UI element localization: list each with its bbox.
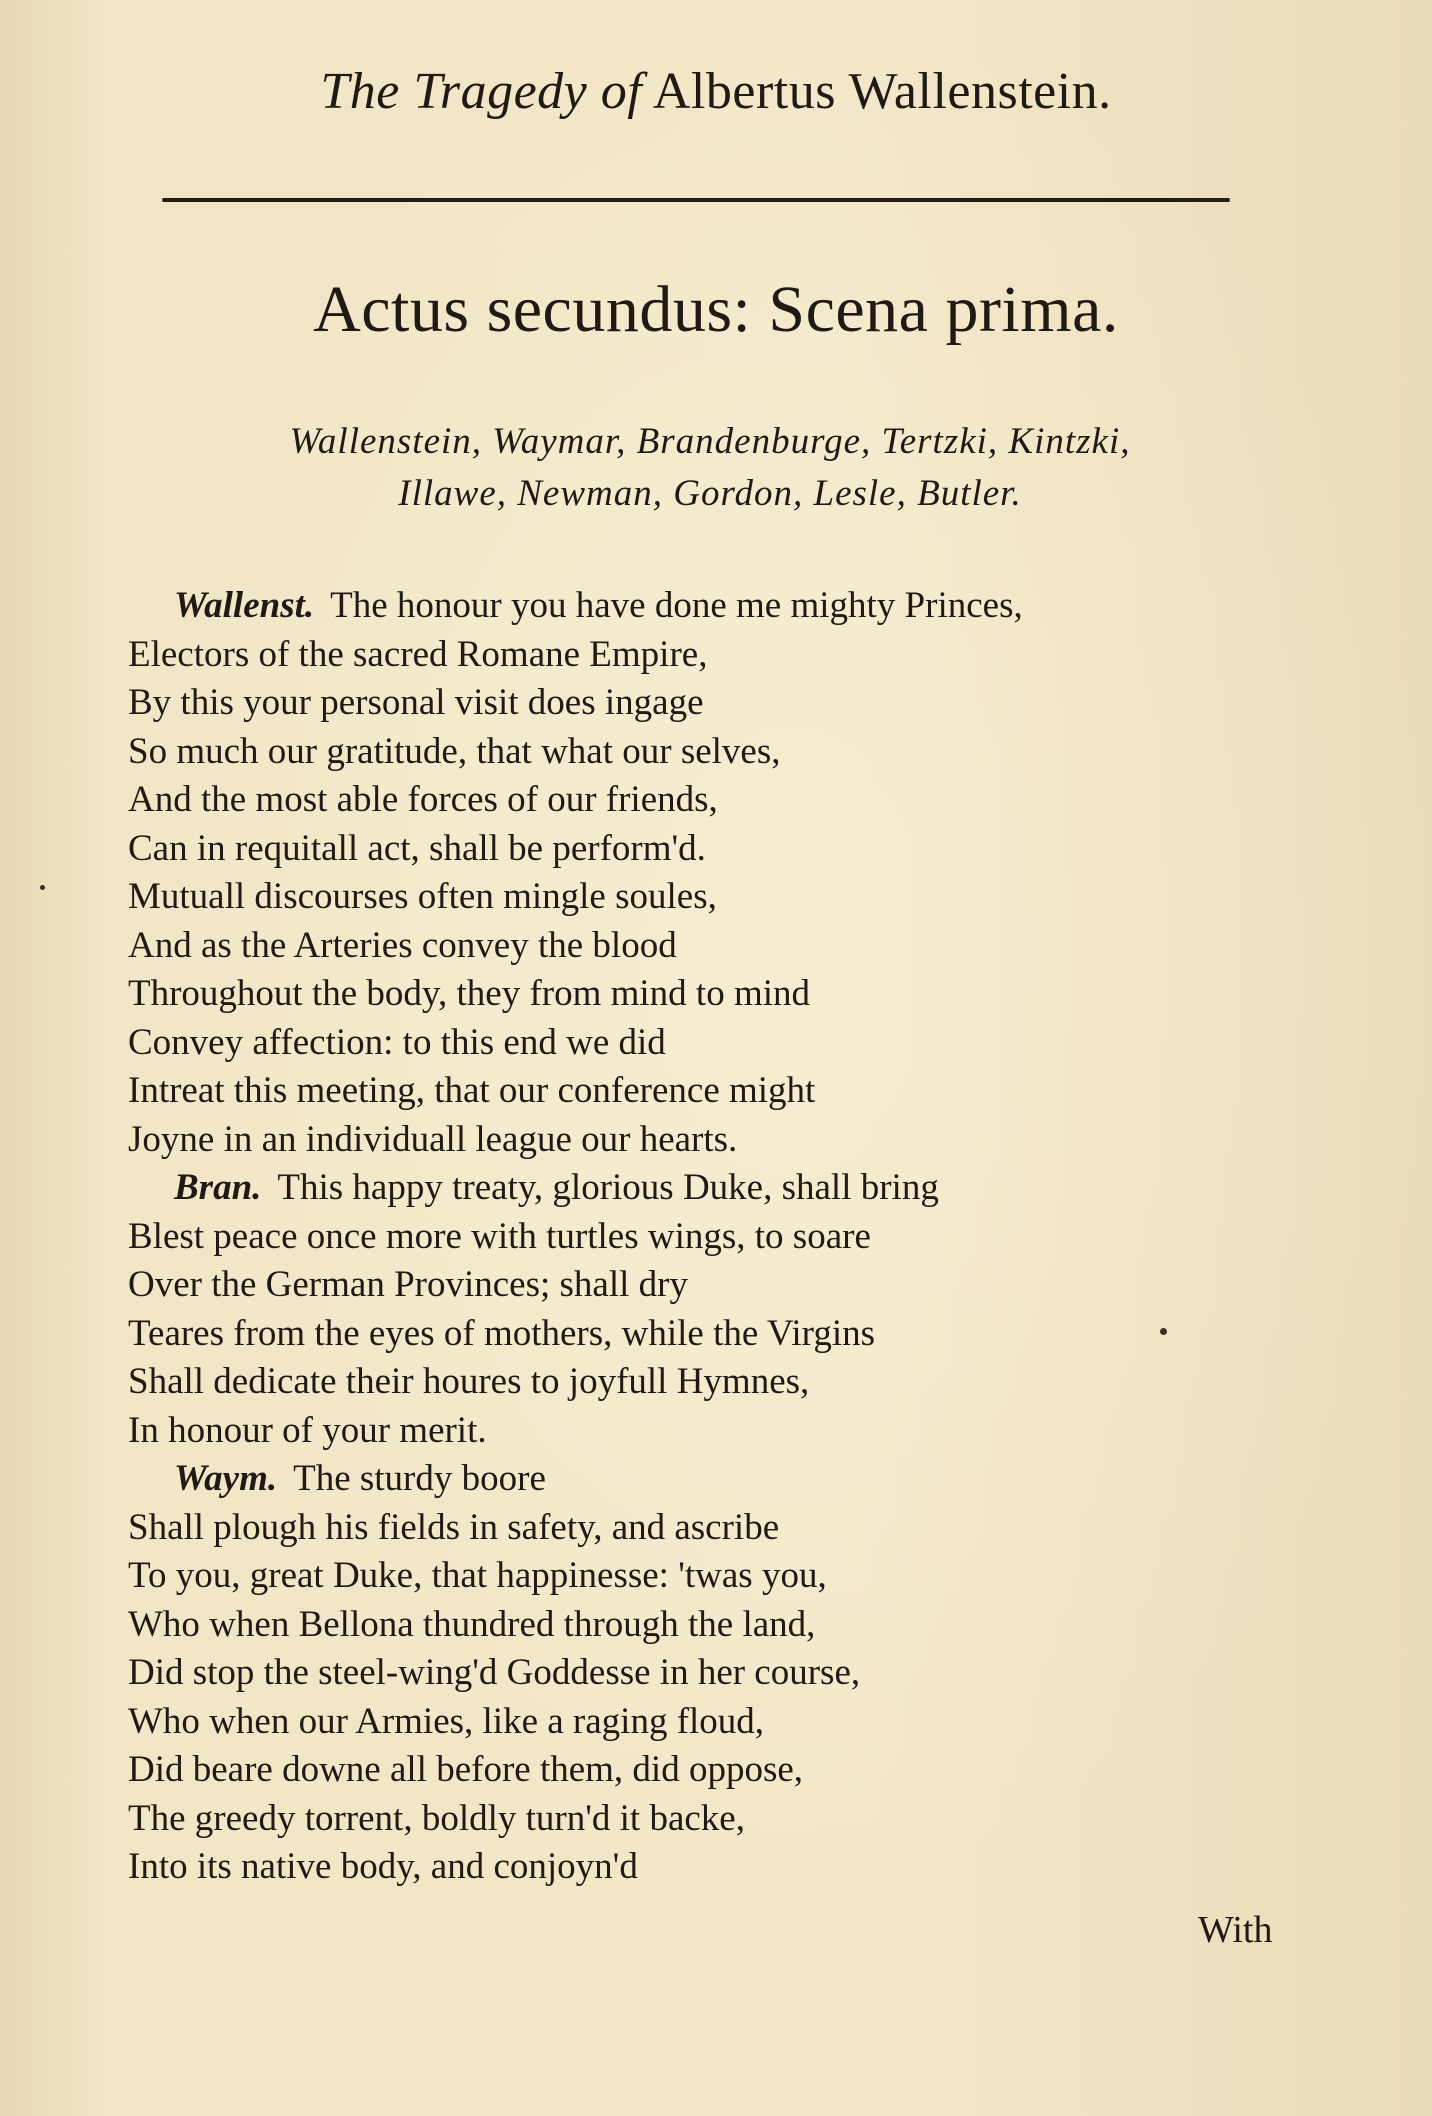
- persons-line-1: Wallenstein, Waymar, Brandenburge, Tertzki, Kintzki,: [289, 421, 1131, 462]
- verse-text: Electors of the sacred Romane Empire,: [128, 633, 708, 675]
- verse-text: The sturdy boore: [293, 1458, 546, 1499]
- verse-line: [128, 1067, 1228, 1116]
- verse-line: [128, 1698, 1228, 1747]
- ink-speck: [40, 885, 45, 890]
- verse-line: [128, 1116, 1228, 1165]
- verse-text: To you, great Duke, that happinesse: 'twas you,: [128, 1555, 827, 1596]
- verse-text: The honour you have done me mighty Princes,: [330, 585, 1023, 626]
- speech-line: [128, 582, 1228, 631]
- verse-line: [128, 1649, 1228, 1698]
- speaker-name: Wallenst.: [174, 585, 315, 626]
- verse-text: Intreat this meeting, that our conference might: [128, 1070, 816, 1111]
- speech-line: [128, 1164, 1228, 1213]
- verse-text: Shall dedicate their houres to joyfull Hymnes,: [128, 1361, 810, 1402]
- verse-line: [128, 728, 1228, 777]
- verse-text: This happy treaty, glorious Duke, shall bring: [277, 1167, 939, 1208]
- ink-speck: [1160, 1328, 1167, 1335]
- verse-text: Who when Bellona thundred through the land,: [128, 1603, 816, 1645]
- verse-line: [128, 922, 1228, 971]
- running-title-roman: Albertus Wallenstein.: [652, 63, 1112, 120]
- verse-text: Mutuall discourses often mingle soules,: [128, 876, 717, 917]
- running-title-italic: The Tragedy of: [320, 63, 643, 120]
- verse-text: Did beare downe all before them, did oppose,: [128, 1749, 804, 1790]
- verse-text: And the most able forces of our friends,: [128, 779, 718, 820]
- catchword: With: [1198, 1909, 1273, 1951]
- verse-text: Throughout the body, they from mind to mind: [128, 973, 811, 1014]
- persons-line-2: Illawe, Newman, Gordon, Lesle, Butler.: [398, 473, 1022, 514]
- verse-line: [128, 1310, 1228, 1359]
- verse-text: Over the German Provinces; shall dry: [128, 1264, 688, 1305]
- speech-line: [128, 1455, 1228, 1504]
- verse-text: Into its native body, and conjoyn'd: [128, 1846, 638, 1887]
- verse-text: In honour of your merit.: [128, 1409, 487, 1451]
- verse-line: [128, 1843, 1228, 1892]
- verse-text: Blest peace once more with turtles wings, to soare: [128, 1215, 871, 1257]
- header-rule: [162, 198, 1230, 202]
- verse-line: [128, 1601, 1228, 1650]
- verse-line: [128, 1552, 1228, 1601]
- verse-line: [128, 776, 1228, 825]
- verse-text: Convey affection: to this end we did: [128, 1021, 666, 1063]
- verse-line: [128, 873, 1228, 922]
- verse-line: [128, 1358, 1228, 1407]
- verse-text: Teares from the eyes of mothers, while the Virgins: [128, 1312, 875, 1354]
- speaker-name: Waym.: [174, 1458, 278, 1499]
- verse-line: [128, 1795, 1228, 1844]
- verse-text: Joyne in an individuall league our hearts.: [128, 1118, 738, 1160]
- running-title: [0, 62, 1432, 121]
- verse-text: And as the Arteries convey the blood: [128, 924, 677, 966]
- verse-line: [128, 631, 1228, 680]
- verse-text: So much our gratitude, that what our selves,: [128, 730, 781, 772]
- verse-text: Can in requitall act, shall be perform'd.: [128, 827, 706, 869]
- verse-text: The greedy torrent, boldly turn'd it backe,: [128, 1797, 745, 1839]
- speaker-name: Bran.: [174, 1167, 262, 1208]
- verse-line: [128, 1407, 1228, 1456]
- verse-line: [128, 825, 1228, 874]
- verse-line: [128, 1261, 1228, 1310]
- act-heading: Actus secundus: Scena prima.: [313, 273, 1119, 346]
- verse-line: [128, 679, 1228, 728]
- verse-line: [128, 1213, 1228, 1262]
- verse-text: Did stop the steel-wing'd Goddesse in her course,: [128, 1652, 861, 1693]
- verse-line: [128, 970, 1228, 1019]
- verse-text: Shall plough his fields in safety, and ascribe: [128, 1506, 780, 1548]
- verse-line: [128, 1746, 1228, 1795]
- verse-line: [128, 1504, 1228, 1553]
- verse-line: [128, 1019, 1228, 1068]
- dramatis-personae: [120, 416, 1300, 520]
- verse-text: By this your personal visit does ingage: [128, 682, 704, 723]
- verse-text: Who when our Armies, like a raging floud,: [128, 1700, 765, 1742]
- verse-block: [128, 582, 1228, 1892]
